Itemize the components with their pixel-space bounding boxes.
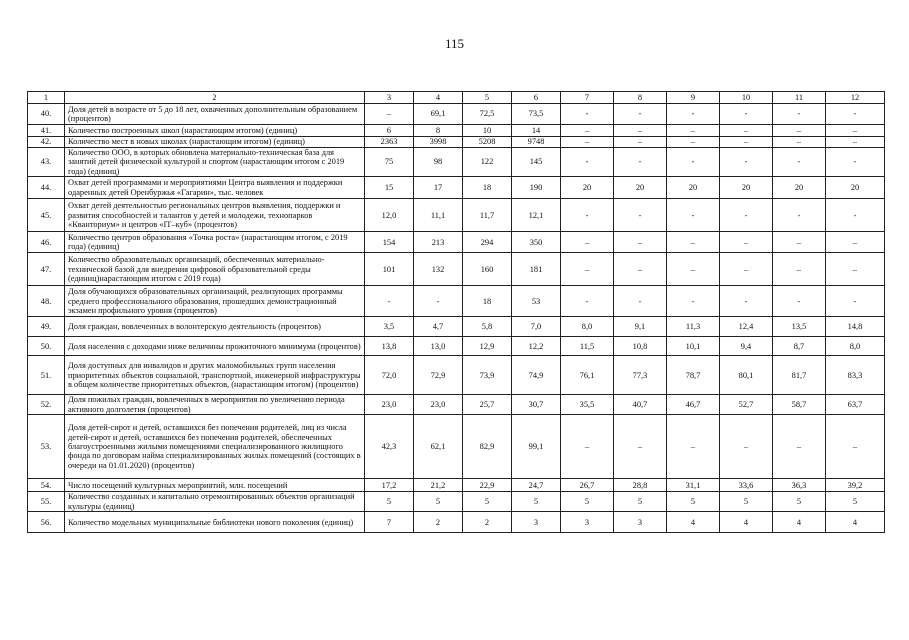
value-cell: 5208 (463, 137, 512, 148)
value-cell: – (826, 125, 885, 137)
value-cell: 190 (512, 177, 561, 199)
value-cell: 18 (463, 286, 512, 317)
value-cell: 4 (826, 512, 885, 533)
value-cell: – (614, 232, 667, 253)
value-cell: 33,6 (720, 479, 773, 492)
value-cell: 22,9 (463, 479, 512, 492)
value-cell: 3 (512, 512, 561, 533)
value-cell: – (614, 125, 667, 137)
value-cell: 78,7 (667, 356, 720, 395)
value-cell: - (773, 286, 826, 317)
value-cell: 4 (773, 512, 826, 533)
value-cell: 4,7 (414, 317, 463, 337)
value-cell: 12,9 (463, 337, 512, 356)
value-cell: 46,7 (667, 395, 720, 415)
value-cell: 154 (365, 232, 414, 253)
value-cell: – (720, 415, 773, 479)
value-cell: 58,7 (773, 395, 826, 415)
value-cell: - (561, 148, 614, 177)
indicator-name: Количество центров образования «Точка роста» (нарастающим итогом, с 2019 года) (единиц) (65, 232, 365, 253)
value-cell: – (773, 415, 826, 479)
value-cell: – (561, 415, 614, 479)
value-cell: 8 (414, 125, 463, 137)
row-number: 52. (28, 395, 65, 415)
value-cell: 13,0 (414, 337, 463, 356)
value-cell: - (667, 148, 720, 177)
value-cell: 23,0 (365, 395, 414, 415)
value-cell: 11,5 (561, 337, 614, 356)
indicator-name: Охват детей программами и мероприятиями Центра выявления и поддержки одаренных детей Оренбуржья «Гагарин», тыс. человек (65, 177, 365, 199)
table-row (28, 356, 885, 395)
column-header: 12 (826, 92, 885, 104)
value-cell: 80,1 (720, 356, 773, 395)
value-cell: 23,0 (414, 395, 463, 415)
indicator-name: Количество ООО, в которых обновлена материально-техническая база для занятий детей физической культурой и спортом (нарастающим итогом с 2019 года) (единиц) (65, 148, 365, 177)
value-cell: 5 (463, 492, 512, 512)
value-cell: – (773, 253, 826, 286)
value-cell: 11,1 (414, 199, 463, 232)
column-header: 10 (720, 92, 773, 104)
value-cell: – (720, 125, 773, 137)
value-cell: - (826, 104, 885, 125)
value-cell: – (826, 137, 885, 148)
value-cell: 83,3 (826, 356, 885, 395)
value-cell: 10,8 (614, 337, 667, 356)
indicator-name: Количество модельных муниципальные библиотеки нового поколения (единиц) (65, 512, 365, 533)
value-cell: - (826, 199, 885, 232)
value-cell: 17 (414, 177, 463, 199)
column-header: 7 (561, 92, 614, 104)
value-cell: - (826, 286, 885, 317)
value-cell: 42,3 (365, 415, 414, 479)
column-header: 1 (28, 92, 65, 104)
row-number: 56. (28, 512, 65, 533)
value-cell: - (561, 199, 614, 232)
table-row (28, 395, 885, 415)
value-cell: – (720, 137, 773, 148)
value-cell: – (826, 232, 885, 253)
table-row (28, 415, 885, 479)
indicator-name: Число посещений культурных мероприятий, млн. посещений (65, 479, 365, 492)
value-cell: – (561, 137, 614, 148)
value-cell: 18 (463, 177, 512, 199)
value-cell: - (720, 148, 773, 177)
table-row (28, 104, 885, 125)
value-cell: – (561, 232, 614, 253)
value-cell: - (614, 286, 667, 317)
value-cell: 82,9 (463, 415, 512, 479)
value-cell: – (614, 253, 667, 286)
value-cell: 5,8 (463, 317, 512, 337)
value-cell: 5 (667, 492, 720, 512)
value-cell: 20 (773, 177, 826, 199)
value-cell: 101 (365, 253, 414, 286)
value-cell: - (720, 104, 773, 125)
value-cell: 63,7 (826, 395, 885, 415)
value-cell: - (773, 148, 826, 177)
indicators-table (27, 91, 885, 533)
value-cell: 52,7 (720, 395, 773, 415)
value-cell: 39,2 (826, 479, 885, 492)
value-cell: 20 (614, 177, 667, 199)
value-cell: 8,0 (826, 337, 885, 356)
value-cell: 98 (414, 148, 463, 177)
value-cell: 40,7 (614, 395, 667, 415)
indicator-name: Количество построенных школ (нарастающим итогом) (единиц) (65, 125, 365, 137)
value-cell: - (773, 199, 826, 232)
value-cell: 3998 (414, 137, 463, 148)
column-header: 6 (512, 92, 561, 104)
value-cell: 14 (512, 125, 561, 137)
value-cell: 99,1 (512, 415, 561, 479)
indicator-name: Охват детей деятельностью региональных центров выявления, поддержки и развития способностей и талантов у детей и молодежи, технопарков «Кванториум» и центров «IT–куб» (процентов) (65, 199, 365, 232)
value-cell: 5 (512, 492, 561, 512)
table-row (28, 148, 885, 177)
row-number: 40. (28, 104, 65, 125)
value-cell: - (667, 104, 720, 125)
row-number: 43. (28, 148, 65, 177)
value-cell: 7 (365, 512, 414, 533)
value-cell: 30,7 (512, 395, 561, 415)
row-number: 42. (28, 137, 65, 148)
value-cell: 5 (414, 492, 463, 512)
value-cell: 294 (463, 232, 512, 253)
value-cell: 20 (826, 177, 885, 199)
table-row (28, 199, 885, 232)
value-cell: – (826, 415, 885, 479)
value-cell: 5 (365, 492, 414, 512)
value-cell: - (720, 199, 773, 232)
value-cell: – (667, 415, 720, 479)
value-cell: - (667, 286, 720, 317)
value-cell: 11,3 (667, 317, 720, 337)
value-cell: 132 (414, 253, 463, 286)
table-row (28, 317, 885, 337)
value-cell: 25,7 (463, 395, 512, 415)
value-cell: 8,0 (561, 317, 614, 337)
value-cell: 13,5 (773, 317, 826, 337)
value-cell: 75 (365, 148, 414, 177)
value-cell: 6 (365, 125, 414, 137)
value-cell: 11,7 (463, 199, 512, 232)
table-row (28, 125, 885, 137)
value-cell: 7,0 (512, 317, 561, 337)
row-number: 44. (28, 177, 65, 199)
value-cell: 5 (614, 492, 667, 512)
value-cell: 4 (667, 512, 720, 533)
value-cell: 3,5 (365, 317, 414, 337)
value-cell: 17,2 (365, 479, 414, 492)
row-number: 46. (28, 232, 65, 253)
value-cell: 35,5 (561, 395, 614, 415)
value-cell: 28,8 (614, 479, 667, 492)
value-cell: 5 (826, 492, 885, 512)
value-cell: - (614, 104, 667, 125)
value-cell: 73,9 (463, 356, 512, 395)
value-cell: 81,7 (773, 356, 826, 395)
value-cell: 10 (463, 125, 512, 137)
value-cell: - (720, 286, 773, 317)
value-cell: – (614, 415, 667, 479)
table-row (28, 253, 885, 286)
value-cell: – (561, 253, 614, 286)
value-cell: 31,1 (667, 479, 720, 492)
value-cell: 36,3 (773, 479, 826, 492)
column-header: 2 (65, 92, 365, 104)
indicator-name: Доля граждан, вовлеченных в волонтерскую деятельность (процентов) (65, 317, 365, 337)
value-cell: 122 (463, 148, 512, 177)
column-header: 4 (414, 92, 463, 104)
indicator-name: Количество мест в новых школах (нарастающим итогом) (единиц) (65, 137, 365, 148)
value-cell: 2363 (365, 137, 414, 148)
value-cell: – (773, 125, 826, 137)
row-number: 47. (28, 253, 65, 286)
value-cell: – (667, 232, 720, 253)
value-cell: 4 (720, 512, 773, 533)
value-cell: - (614, 199, 667, 232)
value-cell: – (667, 137, 720, 148)
column-header: 3 (365, 92, 414, 104)
value-cell: 12,1 (512, 199, 561, 232)
table-row (28, 137, 885, 148)
value-cell: 2 (414, 512, 463, 533)
value-cell: 10,1 (667, 337, 720, 356)
value-cell: – (773, 232, 826, 253)
value-cell: 21,2 (414, 479, 463, 492)
value-cell: – (365, 104, 414, 125)
value-cell: 213 (414, 232, 463, 253)
indicator-name: Доля детей в возрасте от 5 до 18 лет, охваченных дополнительным образованием (процентов) (65, 104, 365, 125)
value-cell: 5 (773, 492, 826, 512)
value-cell: 53 (512, 286, 561, 317)
value-cell: 74,9 (512, 356, 561, 395)
value-cell: - (773, 104, 826, 125)
indicator-name: Доля обучающихся образовательных организаций, реализующих программы среднего профессионального образования, прошедших демонстрационный экзамен профильного уровня (процентов) (65, 286, 365, 317)
value-cell: 15 (365, 177, 414, 199)
table-row (28, 232, 885, 253)
value-cell: 24,7 (512, 479, 561, 492)
row-number: 45. (28, 199, 65, 232)
value-cell: – (720, 232, 773, 253)
value-cell: – (773, 137, 826, 148)
value-cell: 2 (463, 512, 512, 533)
table-row (28, 479, 885, 492)
value-cell: – (826, 253, 885, 286)
row-number: 51. (28, 356, 65, 395)
value-cell: 9748 (512, 137, 561, 148)
column-header: 5 (463, 92, 512, 104)
value-cell: 62,1 (414, 415, 463, 479)
value-cell: 181 (512, 253, 561, 286)
column-header: 8 (614, 92, 667, 104)
indicator-name: Доля пожилых граждан, вовлеченных в мероприятия по увеличению периода активного долголетия (процентов) (65, 395, 365, 415)
value-cell: 14,8 (826, 317, 885, 337)
value-cell: 3 (561, 512, 614, 533)
value-cell: - (667, 199, 720, 232)
value-cell: - (414, 286, 463, 317)
value-cell: 12,2 (512, 337, 561, 356)
column-header: 9 (667, 92, 720, 104)
value-cell: 72,9 (414, 356, 463, 395)
value-cell: 5 (720, 492, 773, 512)
value-cell: 3 (614, 512, 667, 533)
value-cell: 160 (463, 253, 512, 286)
row-number: 53. (28, 415, 65, 479)
value-cell: 9,4 (720, 337, 773, 356)
indicator-name: Доля детей-сирот и детей, оставшихся без попечения родителей, лиц из числа детей-сирот и детей, оставшихся без попечения родителей, обеспеченных благоустроенными жилыми помещениями специализированного жилищного фонда по договорам найма специализированных жилых помещений (состоящих в очереди на 01.01.2020) (процентов) (65, 415, 365, 479)
indicator-name: Доля населения с доходами ниже величины прожиточного минимума (процентов) (65, 337, 365, 356)
value-cell: 72,0 (365, 356, 414, 395)
value-cell: 20 (667, 177, 720, 199)
table-row (28, 177, 885, 199)
value-cell: 12,0 (365, 199, 414, 232)
value-cell: 8,7 (773, 337, 826, 356)
value-cell: 13,8 (365, 337, 414, 356)
table-row (28, 286, 885, 317)
value-cell: – (720, 253, 773, 286)
table-row (28, 337, 885, 356)
value-cell: 145 (512, 148, 561, 177)
value-cell: 9,1 (614, 317, 667, 337)
table-row (28, 512, 885, 533)
row-number: 50. (28, 337, 65, 356)
row-number: 48. (28, 286, 65, 317)
value-cell: 26,7 (561, 479, 614, 492)
value-cell: - (826, 148, 885, 177)
value-cell: - (614, 148, 667, 177)
value-cell: – (561, 125, 614, 137)
value-cell: 350 (512, 232, 561, 253)
indicator-name: Количество образовательных организаций, обеспеченных материально-технической базой для внедрения цифровой образовательной среды (единиц)нарастающим итогом с 2019 года) (65, 253, 365, 286)
value-cell: 72,5 (463, 104, 512, 125)
indicator-name: Количество созданных и капитально отремонтированных объектов организаций культуры (единиц) (65, 492, 365, 512)
table-row (28, 492, 885, 512)
value-cell: - (561, 104, 614, 125)
value-cell: 12,4 (720, 317, 773, 337)
value-cell: 20 (720, 177, 773, 199)
value-cell: – (667, 253, 720, 286)
value-cell: 69,1 (414, 104, 463, 125)
value-cell: - (561, 286, 614, 317)
row-number: 54. (28, 479, 65, 492)
value-cell: 5 (561, 492, 614, 512)
row-number: 55. (28, 492, 65, 512)
row-number: 41. (28, 125, 65, 137)
value-cell: 77,3 (614, 356, 667, 395)
value-cell: 73,5 (512, 104, 561, 125)
value-cell: – (614, 137, 667, 148)
table-header-row (28, 92, 885, 104)
row-number: 49. (28, 317, 65, 337)
value-cell: 20 (561, 177, 614, 199)
page-number: 115 (444, 36, 465, 51)
value-cell: 76,1 (561, 356, 614, 395)
column-header: 11 (773, 92, 826, 104)
value-cell: – (667, 125, 720, 137)
indicator-name: Доля доступных для инвалидов и других маломобильных групп населения приоритетных объектов социальной, транспортной, инженерной инфраструктуры в общем количестве приоритетных объектов, (нарастающим итогом) (процентов) (65, 356, 365, 395)
value-cell: - (365, 286, 414, 317)
